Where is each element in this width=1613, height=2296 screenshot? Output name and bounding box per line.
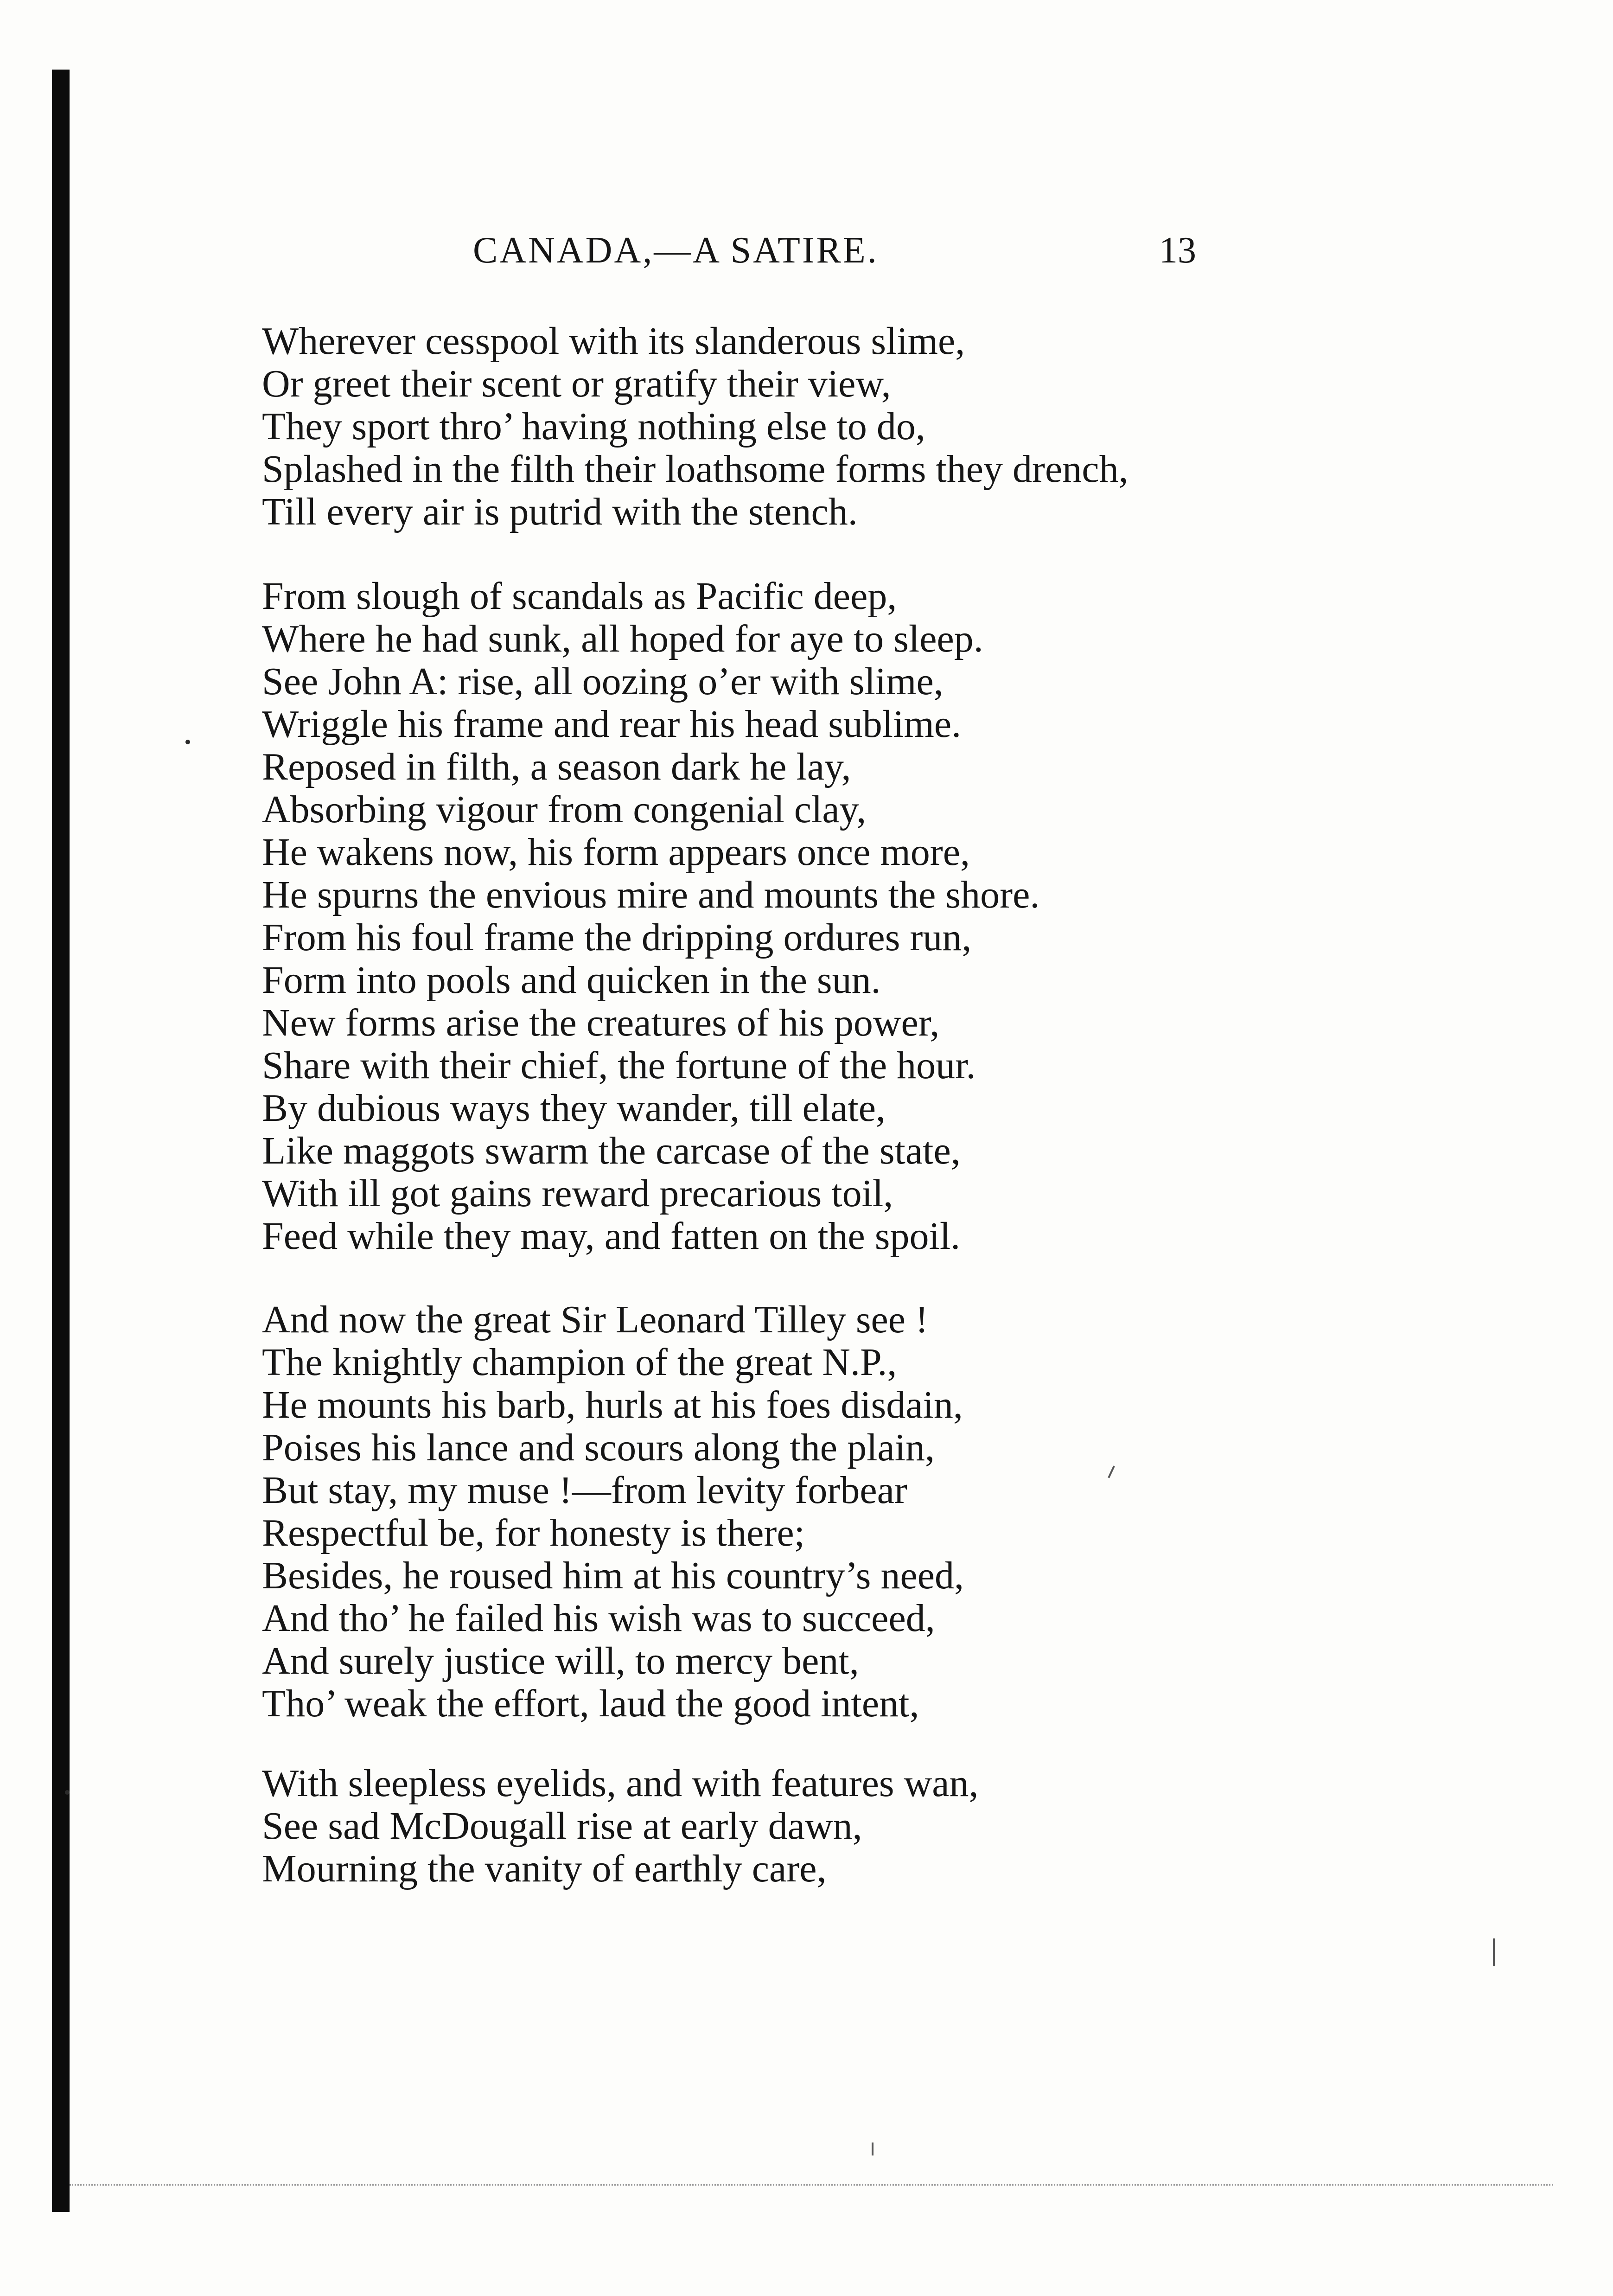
verse-line: And now the great Sir Leonard Tilley see ! bbox=[262, 1298, 929, 1341]
scan-speck bbox=[65, 1790, 70, 1795]
verse-line: He wakens now, his form appears once more, bbox=[262, 831, 970, 874]
verse-line: Besides, he roused him at his country’s need, bbox=[262, 1554, 964, 1597]
stanza-4 bbox=[262, 1762, 979, 1890]
verse-line: Form into pools and quicken in the sun. bbox=[262, 959, 881, 1002]
verse-line: Wherever cesspool with its slanderous slime, bbox=[262, 320, 965, 363]
verse-line: But stay, my muse !—from levity forbear bbox=[262, 1469, 907, 1512]
verse-line: Wriggle his frame and rear his head sublime. bbox=[262, 703, 962, 746]
verse-line: The knightly champion of the great N.P., bbox=[262, 1341, 897, 1384]
page-number: 13 bbox=[1159, 230, 1196, 271]
scan-mark bbox=[872, 2143, 873, 2155]
verse-line: See sad McDougall rise at early dawn, bbox=[262, 1804, 862, 1848]
verse-line: New forms arise the creatures of his power, bbox=[262, 1001, 940, 1044]
verse-line: Mourning the vanity of earthly care, bbox=[262, 1847, 827, 1890]
verse-line: Poises his lance and scours along the plain, bbox=[262, 1426, 935, 1469]
verse-line: And surely justice will, to mercy bent, bbox=[262, 1639, 859, 1682]
verse-line: Like maggots swarm the carcase of the state, bbox=[262, 1129, 961, 1172]
verse-line: Share with their chief, the fortune of the hour. bbox=[262, 1044, 976, 1087]
verse-line: By dubious ways they wander, till elate, bbox=[262, 1087, 886, 1130]
verse-line: See John A: rise, all oozing o’er with slime, bbox=[262, 660, 944, 703]
verse-line: Or greet their scent or gratify their view, bbox=[262, 362, 891, 405]
scan-speck bbox=[185, 740, 190, 744]
verse-line: And tho’ he failed his wish was to succeed, bbox=[262, 1597, 935, 1640]
verse-line: He mounts his barb, hurls at his foes disdain, bbox=[262, 1383, 963, 1426]
running-title: CANADA,—A SATIRE. bbox=[473, 230, 879, 271]
verse-line: From slough of scandals as Pacific deep, bbox=[262, 575, 897, 618]
verse-line: Absorbing vigour from congenial clay, bbox=[262, 788, 867, 831]
stanza-3 bbox=[262, 1298, 964, 1725]
verse-line: Feed while they may, and fatten on the spoil. bbox=[262, 1215, 961, 1258]
stanza-1 bbox=[262, 320, 1128, 533]
page-bottom-edge bbox=[70, 2184, 1553, 2186]
verse-line: Where he had sunk, all hoped for aye to sleep. bbox=[262, 617, 983, 660]
page-binding-edge bbox=[52, 70, 70, 2212]
verse-line: With ill got gains reward precarious toil, bbox=[262, 1172, 893, 1215]
verse-line: They sport thro’ having nothing else to do, bbox=[262, 405, 925, 448]
verse-line: From his foul frame the dripping ordures run, bbox=[262, 916, 972, 959]
verse-line: Reposed in filth, a season dark he lay, bbox=[262, 745, 851, 788]
verse-line: He spurns the envious mire and mounts the shore. bbox=[262, 873, 1040, 916]
verse-line: Till every air is putrid with the stench. bbox=[262, 490, 858, 533]
verse-line: Tho’ weak the effort, laud the good intent, bbox=[262, 1682, 919, 1725]
verse-line: Splashed in the filth their loathsome forms they drench, bbox=[262, 448, 1128, 491]
stanza-2 bbox=[262, 575, 1039, 1258]
verse-line: Respectful be, for honesty is there; bbox=[262, 1511, 805, 1554]
verse-line: With sleepless eyelids, and with features wan, bbox=[262, 1762, 979, 1805]
scan-mark bbox=[1493, 1938, 1495, 1966]
scan-mark bbox=[1108, 1465, 1115, 1478]
